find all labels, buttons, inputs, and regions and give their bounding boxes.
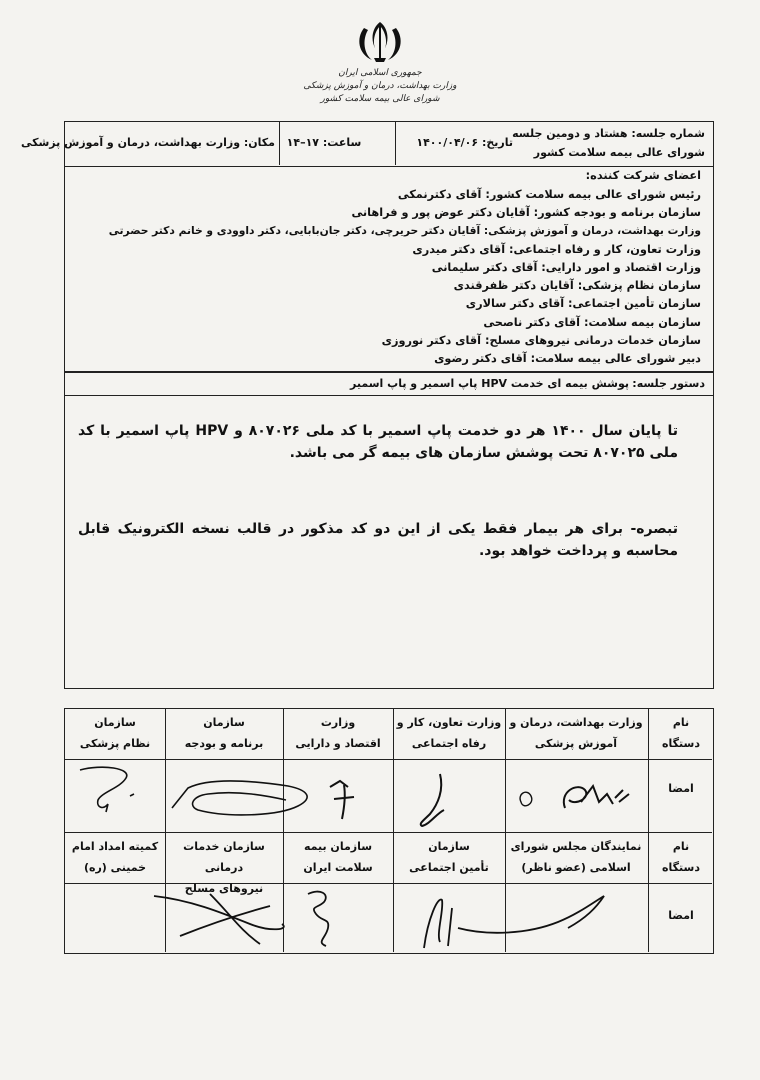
org-armed-forces-services: سازمان خدمات درمانی نیروهای مسلح	[183, 840, 265, 895]
org-economy-ministry: وزارت اقتصاد و دارایی	[295, 716, 381, 750]
meeting-place: مکان: وزارت بهداشت، درمان و آموزش پزشکی	[20, 136, 275, 149]
signature-armed-forces-services	[150, 884, 300, 950]
member-line: وزارت تعاون، کار و رفاه اجتماعی: آقای دکتر میدری	[412, 243, 701, 256]
meeting-time: ساعت: ۱۷–۱۴	[286, 136, 362, 149]
org-relief-committee: کمیته امداد امام خمینی (ره)	[71, 840, 159, 874]
org-parliament: نمایندگان مجلس شورای اسلامی (عضو ناظر)	[510, 840, 642, 874]
agenda-box	[64, 372, 714, 396]
member-line: سازمان تأمین اجتماعی: آقای دکتر سالاری	[465, 297, 701, 310]
signature-labour-ministry	[410, 770, 460, 830]
org-medical-council: سازمان نظام پزشکی	[79, 716, 151, 750]
org-social-security: سازمان تأمین اجتماعی	[409, 840, 489, 874]
meeting-number: شماره جلسه: هشتاد و دومین جلسه	[512, 127, 705, 140]
resolution-note: تبصره- برای هر بیمار فقط یکی از این دو کد مذکور در قالب نسخه الکترونیک قابل محاسبه و پرداخت خواهد بود.	[78, 521, 678, 559]
member-line: سازمان برنامه و بودجه کشور: آقایان دکتر عوض پور و فراهانی	[351, 206, 701, 219]
label-signature: امضا	[668, 782, 694, 795]
member-line: سازمان بیمه سلامت: آقای دکتر ناصحی	[483, 316, 701, 329]
signature-plan-budget	[168, 768, 318, 824]
label-signature: امضا	[668, 909, 694, 922]
org-health-ministry: وزارت بهداشت، درمان و آموزش پزشکی	[509, 716, 643, 750]
members-title: اعضای شرکت کننده:	[585, 169, 701, 182]
org-health-insurance: سازمان بیمه سلامت ایران	[303, 840, 373, 874]
meeting-info-box	[20, 121, 714, 167]
header-council: شورای عالی بیمه سلامت کشور	[320, 94, 440, 104]
member-line: سازمان خدمات درمانی نیروهای مسلح: آقای دکتر نوروزی	[381, 334, 701, 347]
org-plan-budget: سازمان برنامه و بودجه	[184, 716, 264, 750]
member-line: رئیس شورای عالی بیمه سلامت کشور: آقای دکترنمکی	[397, 188, 701, 201]
iran-emblem-icon	[350, 18, 410, 66]
member-line: وزارت اقتصاد و امور دارایی: آقای دکتر سلیمانی	[431, 261, 701, 274]
header-country: جمهوری اسلامی ایران	[338, 68, 422, 78]
label-name: نام دستگاه	[662, 840, 700, 874]
member-line: دبیر شورای عالی بیمه سلامت: آقای دکتر رضوی	[434, 352, 701, 365]
header-ministry: وزارت بهداشت، درمان و آموزش پزشکی	[303, 81, 457, 91]
members-box	[64, 166, 714, 372]
member-line: وزارت بهداشت، درمان و آموزش پزشکی: آقایان دکتر حریرچی، دکتر جان‌بابایی، دکتر داوودی و خانم دکتر حضرتی	[108, 224, 701, 237]
agenda-label: دستور جلسه:	[632, 377, 705, 390]
signature-health-insurance	[300, 884, 350, 954]
org-labour-ministry: وزارت تعاون، کار و رفاه اجتماعی	[396, 716, 502, 750]
signature-economy-ministry	[320, 775, 370, 825]
agenda-text: پوشش بیمه ای خدمت HPV پاپ اسمیر و پاپ اسمیر	[350, 377, 629, 390]
signature-health-ministry	[515, 772, 635, 824]
member-line: سازمان نظام پزشکی: آقایان دکتر ظفرقندی	[453, 279, 701, 292]
resolution-paragraph: تا پایان سال ۱۴۰۰ هر دو خدمت پاپ اسمیر با کد ملی ۸۰۷۰۲۶ و HPV پاپ اسمیر با کد ملی ۸۰۷۰۲۵ تحت پوشش سازمان های بیمه گر می باشد.	[78, 423, 678, 461]
meeting-date: تاریخ: ۱۴۰۰/۰۴/۰۶	[416, 136, 513, 149]
signature-medical-council	[72, 760, 152, 818]
meeting-council: شورای عالی بیمه سلامت کشور	[533, 146, 705, 159]
signature-parliament	[418, 888, 618, 954]
label-name: نام دستگاه	[662, 716, 700, 750]
